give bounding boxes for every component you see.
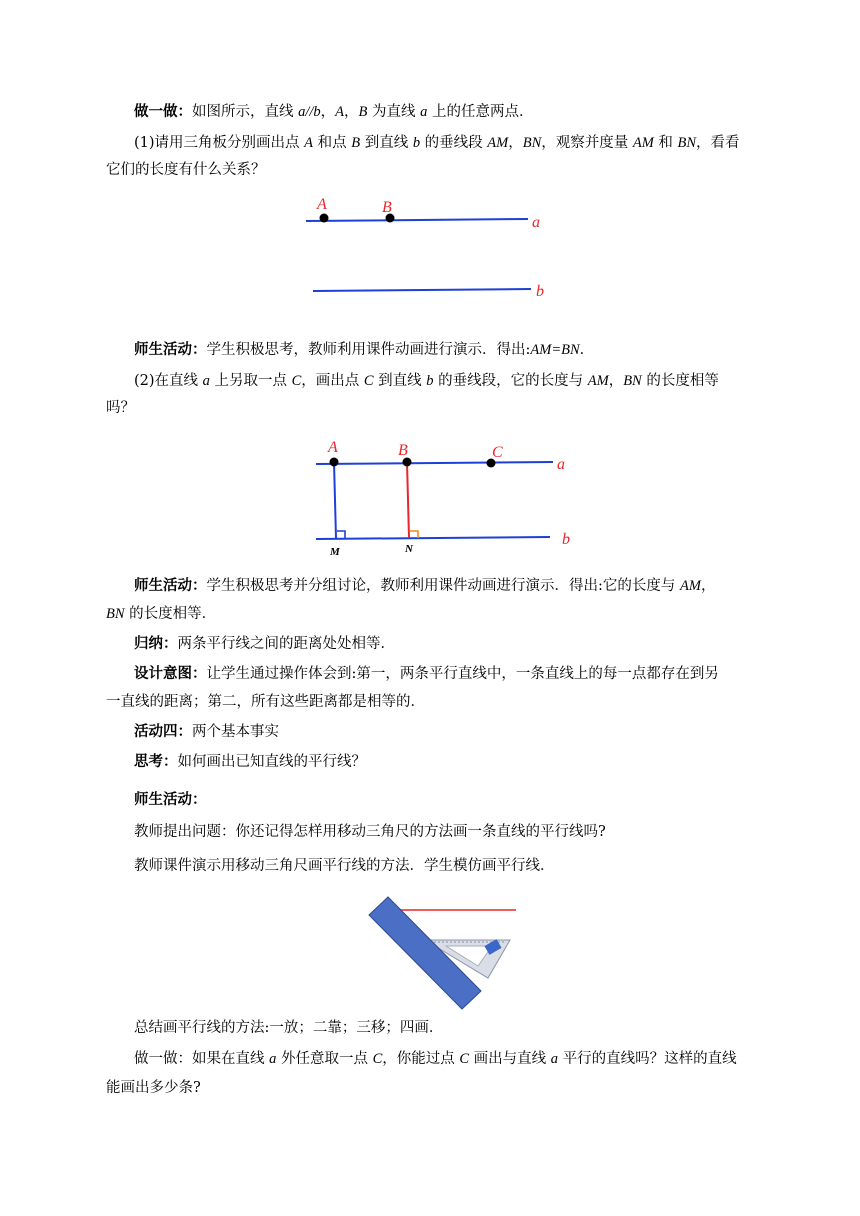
math-A: A <box>304 135 314 151</box>
math-BN: BN <box>522 135 542 151</box>
paragraph-teacher-demo: 教师课件演示用移动三角尺画平行线的方法．学生模仿画平行线． <box>134 858 555 874</box>
text: 做一做：如果在直线 <box>134 1051 270 1067</box>
label-B: B <box>382 199 392 216</box>
text: 外任意取一点 <box>276 1051 373 1067</box>
text: ， <box>320 104 336 120</box>
label-a: a <box>557 456 565 473</box>
text: ， <box>608 373 624 389</box>
text: 如图所示，直线 <box>192 104 299 120</box>
text: 和点 <box>313 135 352 151</box>
math-AM: AM <box>632 135 654 151</box>
label-try: 做一做： <box>134 103 192 120</box>
label-A: A <box>317 196 327 213</box>
math-C: C <box>372 1051 383 1067</box>
math-a: a <box>269 1051 277 1067</box>
text: 如何画出已知直线的平行线？ <box>177 754 366 770</box>
paragraph-try-2-cont: 能画出多少条? <box>106 1080 201 1096</box>
math-AM: AM <box>680 578 701 594</box>
label-a: a <box>532 214 540 231</box>
math-AM: AM <box>587 373 609 389</box>
text: (1)请用三角板分别画出点 <box>134 135 305 151</box>
math-BN: BN <box>106 606 125 622</box>
text: 的长度相等 <box>641 373 719 389</box>
text: 的垂线段，它的长度与 <box>433 373 588 389</box>
text: 让学生通过操作体会到:第一，两条平行直线中，一条直线上的每一点都存在到另 <box>206 666 719 682</box>
text: (2)在直线 <box>134 373 203 389</box>
text: 画出与直线 <box>469 1051 551 1067</box>
text: 上另取一点 <box>209 373 292 389</box>
text: 两条平行线之间的距离处处相等． <box>177 636 395 652</box>
text: 为直线 <box>367 104 421 120</box>
label-A: A <box>328 439 338 456</box>
math-B: B <box>351 135 361 151</box>
text: 两个基本事实 <box>192 724 279 740</box>
label-activity: 师生活动： <box>134 577 207 594</box>
label-summary: 归纳： <box>134 635 178 652</box>
label-activity: 师生活动： <box>134 791 207 808</box>
text: 的长度相等． <box>124 606 217 622</box>
text: ， <box>344 104 359 120</box>
text: 学生积极思考并分组讨论，教师利用课件动画进行演示．得出:它的长度与 <box>206 578 680 594</box>
label-B: B <box>398 442 408 459</box>
label-think: 思考： <box>134 753 178 770</box>
label-M: M <box>330 546 340 558</box>
math-b: b <box>412 135 421 151</box>
math-BN: BN <box>677 135 697 151</box>
text: 上的任意两点． <box>427 104 534 120</box>
math-BN: BN <box>623 373 642 389</box>
text: 到直线 <box>373 373 427 389</box>
label-activity: 师生活动： <box>134 341 207 358</box>
text: 到直线 <box>360 135 413 151</box>
paragraph-question-2-cont: 吗？ <box>106 400 135 416</box>
label-C: C <box>492 444 503 461</box>
text: 和 <box>653 135 678 151</box>
math-A: A <box>335 104 345 120</box>
label-design-intent: 设计意图： <box>134 665 207 682</box>
paragraph-method-summary: 总结画平行线的方法:一放；二靠；三移；四画． <box>134 1020 444 1036</box>
text: ，观察并度量 <box>541 135 633 151</box>
math-b: b <box>426 373 434 389</box>
math-C: C <box>459 1051 470 1067</box>
math-B: B <box>358 104 368 120</box>
math-C: C <box>363 373 374 389</box>
text: 的垂线段 <box>420 135 488 151</box>
math-a: a <box>420 104 428 120</box>
text: 学生积极思考，教师利用课件动画进行演示．得出: <box>206 342 531 358</box>
label-b: b <box>562 531 570 548</box>
math-a-parallel-b: a//b <box>298 104 321 120</box>
paragraph-design-intent-cont: 一直线的距离；第二，所有这些距离都是相等的． <box>106 694 425 710</box>
text: 平行的直线吗？这样的直线 <box>558 1051 737 1067</box>
text: ，画出点 <box>301 373 364 389</box>
math-equation: AM=BN <box>530 342 580 358</box>
label-activity-four: 活动四： <box>134 723 192 740</box>
paragraph-try-2 <box>134 1049 737 1069</box>
text: ，看看 <box>696 135 740 151</box>
math-a: a <box>202 373 210 389</box>
text: ，你能过点 <box>382 1051 460 1067</box>
text: ， <box>508 135 523 151</box>
math-AM: AM <box>487 135 509 151</box>
label-b: b <box>536 283 544 300</box>
math-a: a <box>550 1051 558 1067</box>
label-N: N <box>405 543 413 555</box>
text: ， <box>700 578 716 594</box>
paragraph-question-1-cont: 它们的长度有什么关系？ <box>106 162 266 178</box>
paragraph-teacher-question: 教师提出问题：你还记得怎样用移动三角尺的方法画一条直线的平行线吗? <box>134 824 606 840</box>
text: ． <box>579 342 595 358</box>
math-C: C <box>291 373 302 389</box>
